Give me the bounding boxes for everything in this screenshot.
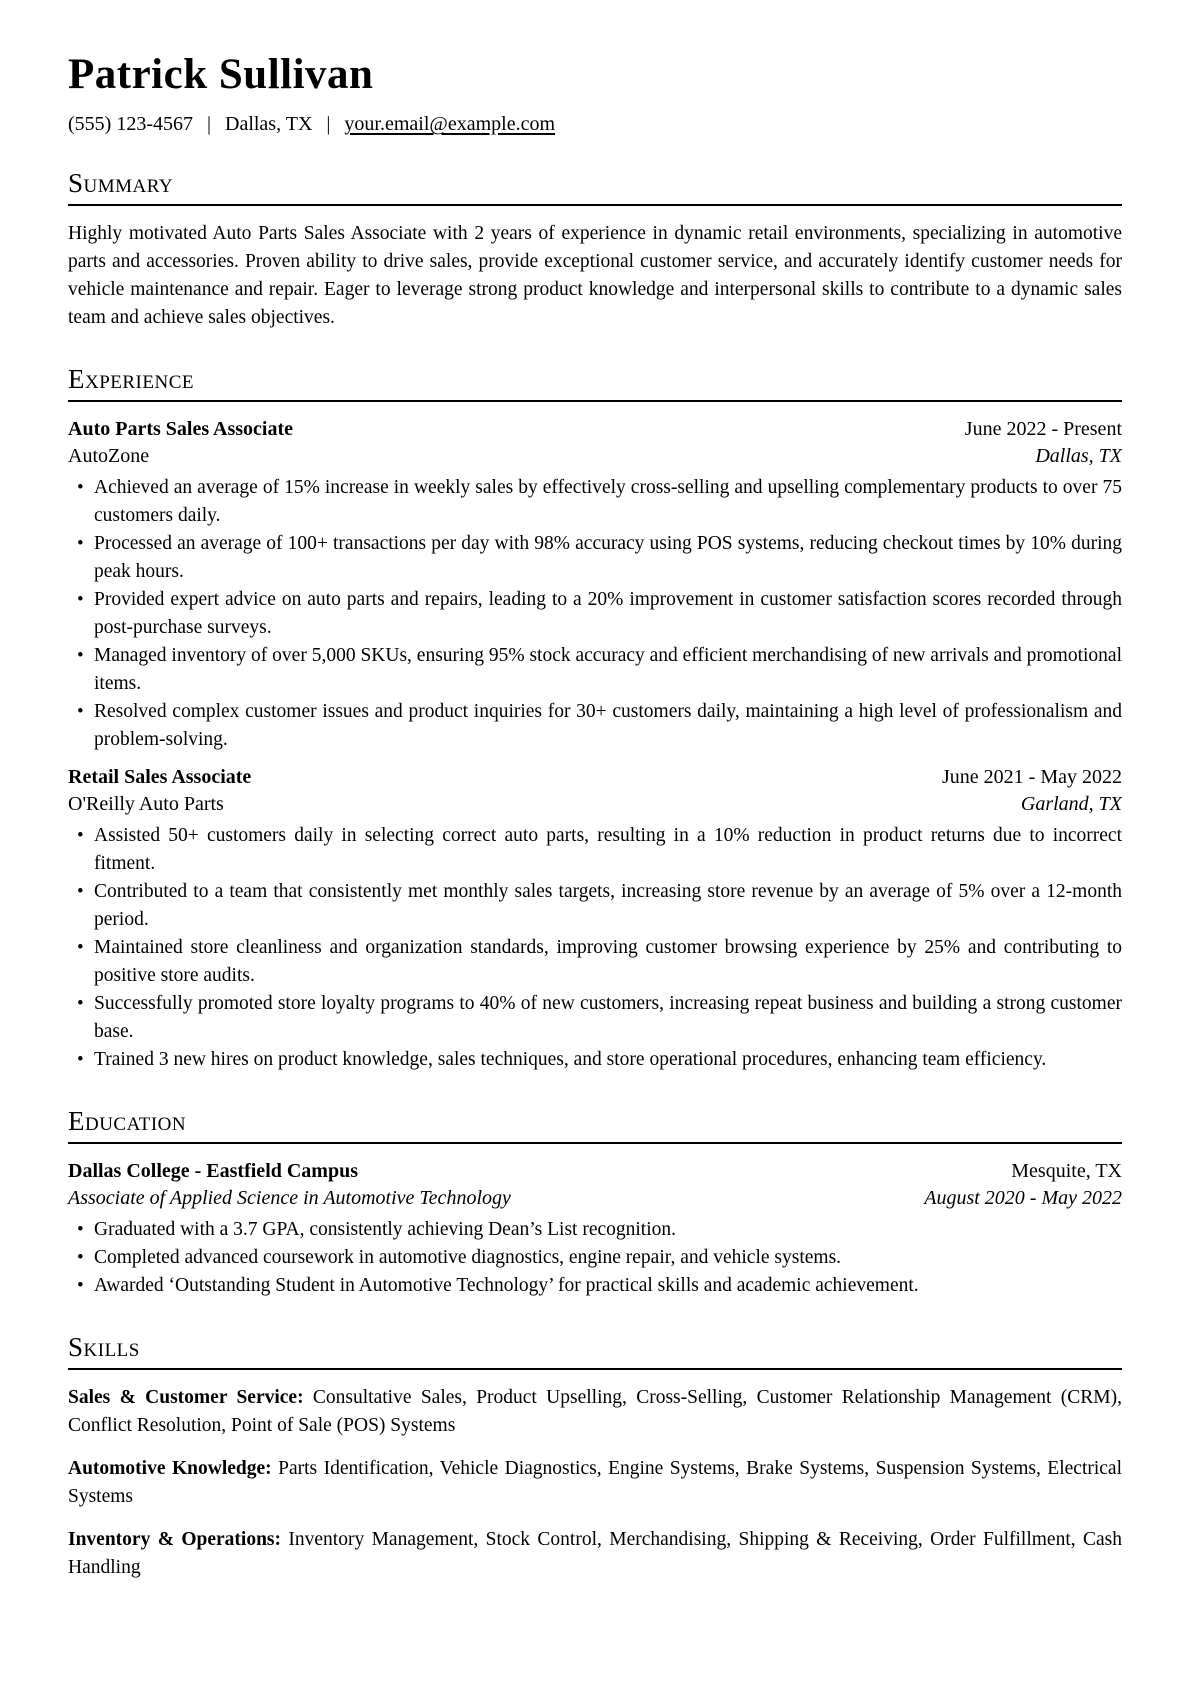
job-bullet: • Achieved an average of 15% increase in weekly sales by effectively cross-selling and upselling complementary products to over 75 customers daily.	[94, 474, 1122, 530]
school-name-row	[68, 1158, 1122, 1185]
job-bullet-list	[68, 474, 1122, 754]
job-bullet: • Contributed to a team that consistently met monthly sales targets, increasing store revenue by an average of 5% over a 12-month period.	[94, 878, 1122, 934]
skill-group-label: Sales & Customer Service:	[68, 1387, 304, 1409]
section-title-summary: Summary	[68, 168, 1122, 206]
job-bullet: • Trained 3 new hires on product knowledge, sales techniques, and store operational procedures, enhancing team efficiency.	[94, 1046, 1122, 1074]
school-dates: August 2020 - May 2022	[924, 1187, 1122, 1210]
school-bullet-list	[68, 1216, 1122, 1300]
email-link[interactable]: your.email@example.com	[344, 113, 555, 136]
location-text: Dallas, TX	[225, 113, 313, 136]
school-degree: Associate of Applied Science in Automotive Technology	[68, 1187, 511, 1210]
resume-header	[68, 52, 1122, 136]
skill-group-label: Automotive Knowledge:	[68, 1458, 272, 1480]
section-title-experience: Experience	[68, 364, 1122, 402]
job-location: Garland, TX	[1020, 793, 1122, 816]
school-degree-row	[68, 1185, 1122, 1212]
job-bullet-list	[68, 822, 1122, 1074]
experience-section	[68, 364, 1122, 1074]
school-bullet: • Graduated with a 3.7 GPA, consistently achieving Dean’s List recognition.	[94, 1216, 1122, 1244]
job-company: O'Reilly Auto Parts	[68, 793, 224, 816]
separator: |	[326, 113, 331, 136]
job-bullet: • Resolved complex customer issues and product inquiries for 30+ customers daily, maintaining a high level of professionalism and problem-solving.	[94, 698, 1122, 754]
job-bullet: • Maintained store cleanliness and organization standards, improving customer browsing experience by 25% and contributing to positive store audits.	[94, 934, 1122, 990]
job-title-row	[68, 416, 1122, 443]
school-bullet: • Awarded ‘Outstanding Student in Automotive Technology’ for practical skills and academic achievement.	[94, 1272, 1122, 1300]
school-entry	[68, 1158, 1122, 1300]
school-name: Dallas College - Eastfield Campus	[68, 1160, 358, 1183]
school-bullet: • Completed advanced coursework in automotive diagnostics, engine repair, and vehicle systems.	[94, 1244, 1122, 1272]
skill-group	[68, 1455, 1122, 1511]
skill-group-label: Inventory & Operations:	[68, 1529, 281, 1551]
summary-section	[68, 168, 1122, 332]
job-company: AutoZone	[68, 445, 150, 468]
job-bullet: • Provided expert advice on auto parts and repairs, leading to a 20% improvement in customer satisfaction scores recorded through post-purchase surveys.	[94, 586, 1122, 642]
candidate-name: Patrick Sullivan	[68, 51, 374, 98]
job-location: Dallas, TX	[1035, 445, 1122, 468]
job-dates: June 2021 - May 2022	[942, 766, 1122, 789]
summary-text: Highly motivated Auto Parts Sales Associate with 2 years of experience in dynamic retail environments, specializing in automotive parts and accessories. Proven ability to drive sales, provide exceptional customer service, and accurately identify customer needs for vehicle maintenance and repair. Eager to leverage strong product knowledge and interpersonal skills to contribute to a dynamic sales team and achieve sales objectives.	[68, 223, 1122, 329]
job-bullet: • Processed an average of 100+ transactions per day with 98% accuracy using POS systems, reducing checkout times by 10% during peak hours.	[94, 530, 1122, 586]
job-title: Retail Sales Associate	[68, 766, 252, 789]
skill-group-items: Parts Identification, Vehicle Diagnostics, Engine Systems, Brake Systems, Suspension Systems, Electrical Systems	[68, 1458, 1123, 1508]
section-title-skills: Skills	[68, 1332, 1122, 1370]
job-company-row	[68, 443, 1122, 470]
education-section	[68, 1106, 1122, 1300]
job-bullet: • Successfully promoted store loyalty programs to 40% of new customers, increasing repeat business and building a strong customer base.	[94, 990, 1122, 1046]
job-title-row	[68, 764, 1122, 791]
job-bullet: • Managed inventory of over 5,000 SKUs, ensuring 95% stock accuracy and efficient merchandising of new arrivals and promotional items.	[94, 642, 1122, 698]
skill-group	[68, 1526, 1122, 1582]
skill-group-items: Consultative Sales, Product Upselling, Cross-Selling, Customer Relationship Management (CRM), Conflict Resolution, Point of Sale (POS) Systems	[68, 1387, 1122, 1437]
job-company-row	[68, 791, 1122, 818]
section-title-education: Education	[68, 1106, 1122, 1144]
job-title: Auto Parts Sales Associate	[68, 418, 293, 441]
job-bullet: • Assisted 50+ customers daily in selecting correct auto parts, resulting in a 10% reduction in product returns due to incorrect fitment.	[94, 822, 1122, 878]
job-entry	[68, 764, 1122, 1074]
skills-section	[68, 1332, 1122, 1582]
separator: |	[206, 113, 211, 136]
phone-number: (555) 123-4567	[68, 113, 193, 136]
skill-group-items: Inventory Management, Stock Control, Merchandising, Shipping & Receiving, Order Fulfillment, Cash Handling	[68, 1529, 1122, 1579]
job-entry	[68, 416, 1122, 754]
skill-group	[68, 1384, 1122, 1440]
school-location: Mesquite, TX	[1011, 1160, 1122, 1183]
job-dates: June 2022 - Present	[964, 418, 1122, 441]
contact-line	[68, 113, 1122, 136]
